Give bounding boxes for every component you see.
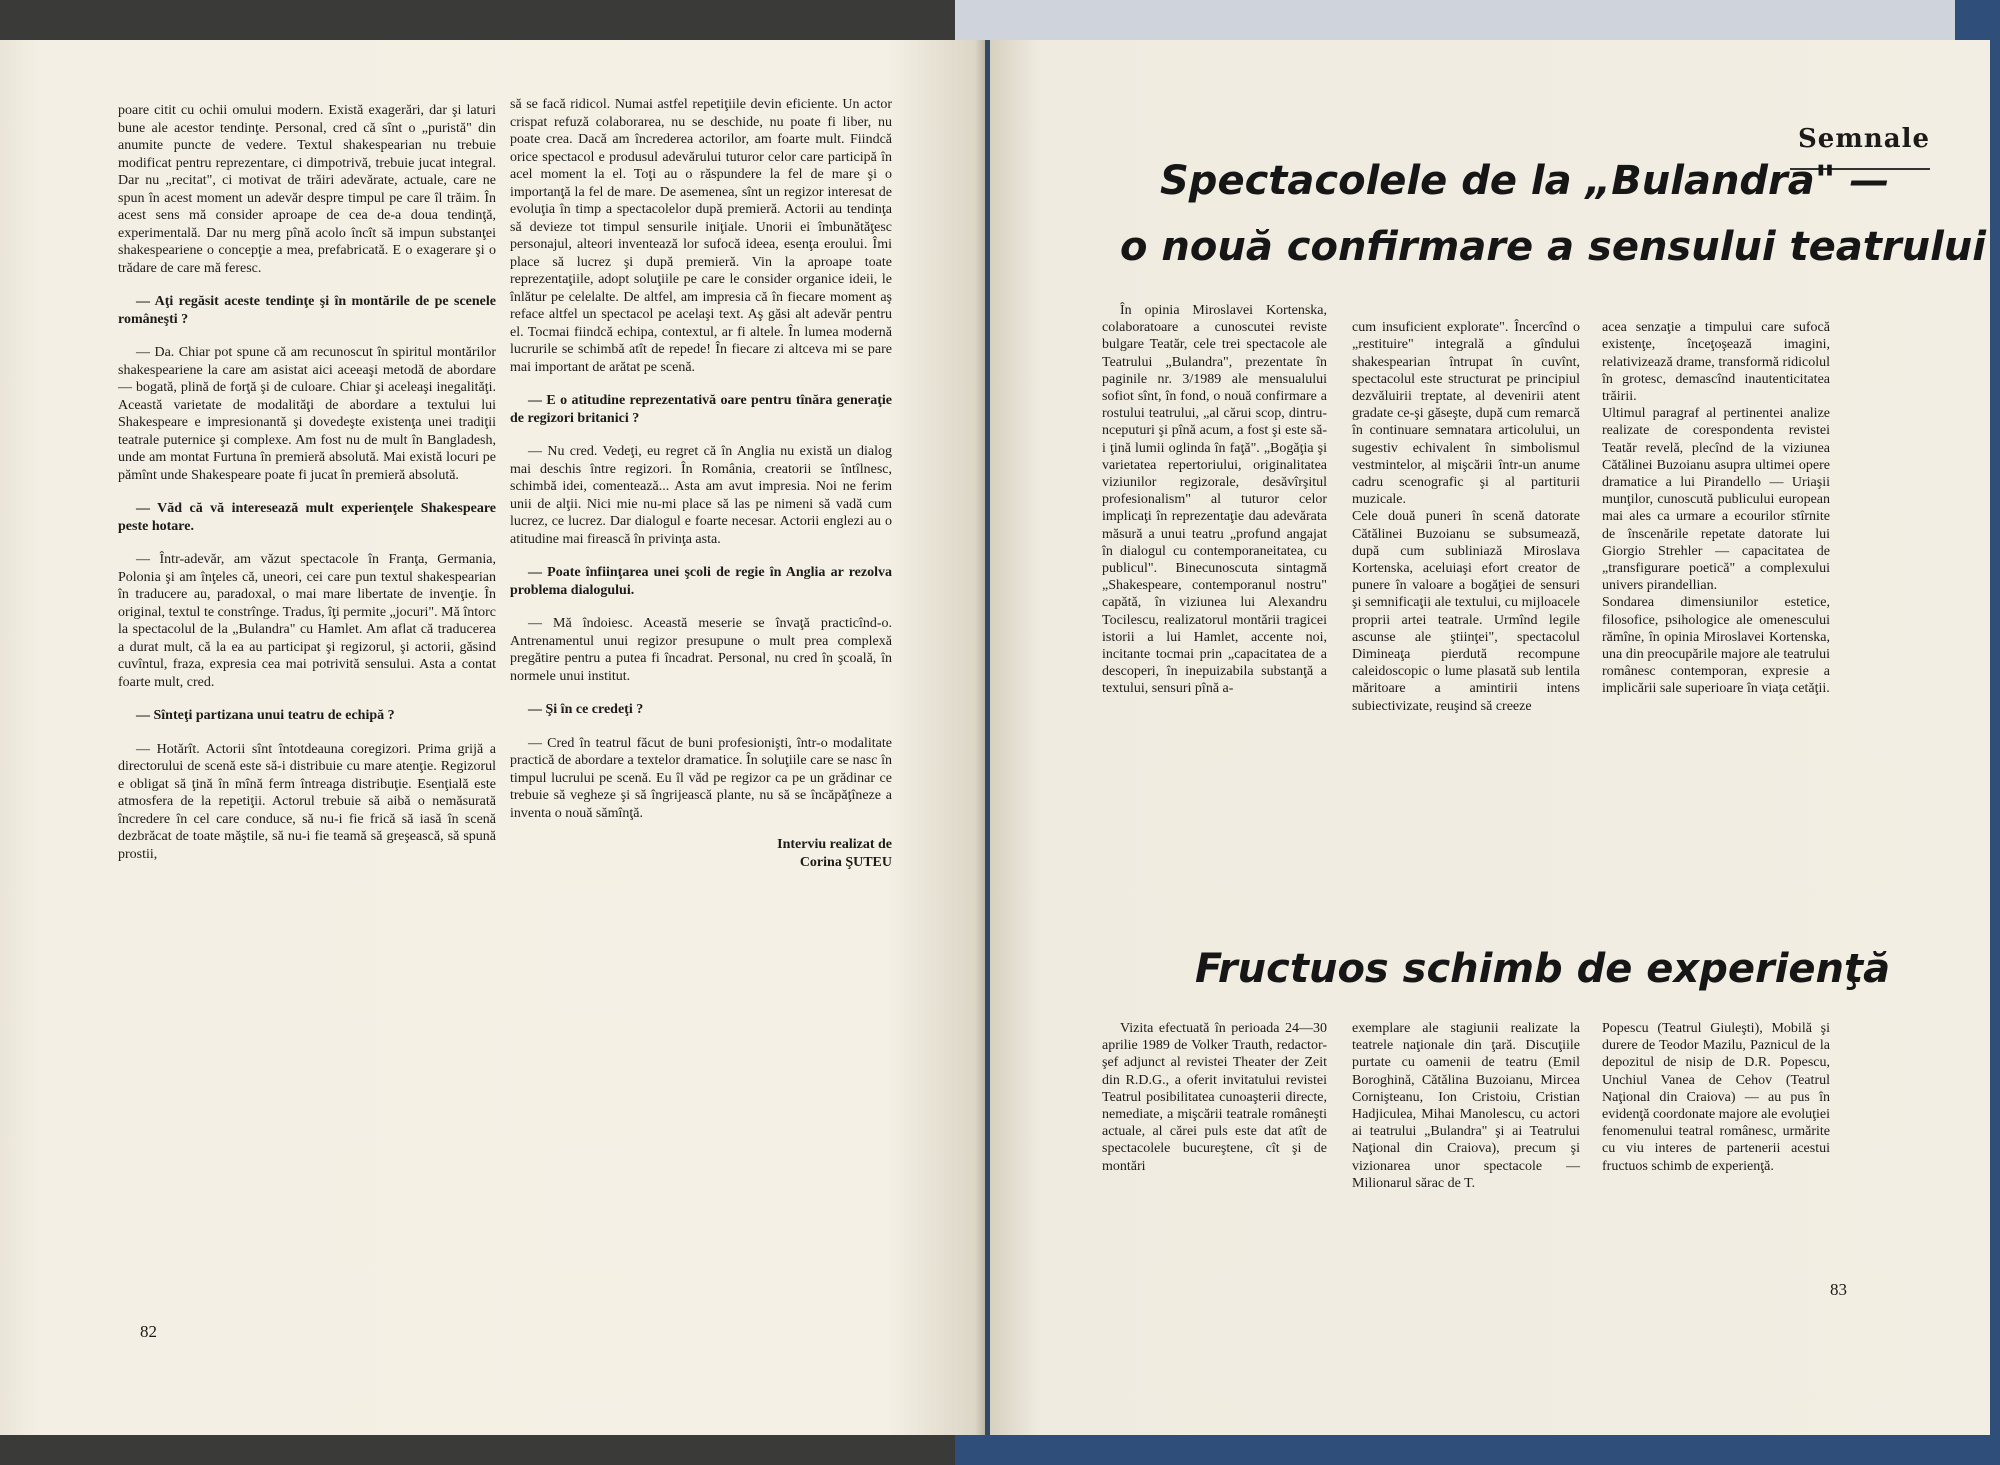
left-page — [0, 40, 985, 1435]
question: — Sînteţi partizana unui teatru de echipă ? — [136, 708, 395, 723]
left-column-1 — [118, 102, 496, 871]
author-name: Corina ŞUTEU — [799, 854, 892, 870]
paragraph: să se facă ridicol. Numai astfel repetiţiile devin eficiente. Un actor crispat refuză colaborarea, nu se deschide, nu poate fi liber, nu poate crea. Dacă am încrederea actorilor, am foarte mult. Fiindcă orice spectacol e produsul adevărului tuturor celor care participă în acel moment la el. Toţi au o răspundere la fel de mare şi o importanţă la fel de mare. De asemenea, sînt un regizor interesat de evoluţia în timp a spectacolelor după premieră. Actorii au tendinţa să devieze tot timpul sensurile iniţiale. Unorii ei îmbunătăţesc personajul, alteori inventează lor sufocă ideea, esenţa eroului. Îmi place să lucrez şi după premieră. Vin la aproape toate reprezentaţiile, adopt soluţiile pe care le consider organice ideii, le înlătur pe celelalte. De altfel, am impresia că în fiecare moment aş reface altfel un spectacol pe acelaşi text. Aş găsi alt adevăr pentru el. Tocmai fiindcă echipa, contextul, ar fi altele. În lumea modernă lucrurile se schimbă atît de repede! În fiecare zi altceva mi se pare mai important de arătat pe scenă. — [510, 97, 892, 375]
article-title-line-2: o nouă confirmare a sensului teatrului — [1120, 224, 1986, 270]
question: — E o atitudine reprezentativă oare pentru tînăra generaţie de regizori britanici ? — [510, 393, 892, 426]
paragraph: — Nu cred. Vedeţi, eu regret că în Anglia nu există un dialog mai deschis între regizori. În România, creatorii se întîlnesc, schimbă idei, comentează... Asta am avut impresia. Noi ne ferim unii de alţii. Nici mie nu-mi place să las pe nimeni să vadă cum lucrez, ce lucrez. Dar dialogul e foarte necesar. Actorii englezi au o atitudine mai firească în privinţa asta. — [510, 444, 892, 547]
article2-column-1 — [1102, 1020, 1327, 1183]
paragraph: În opinia Miroslavei Kortenska, colaboratoare a cunoscutei reviste bulgare Teatăr, cele trei spectacole ale Teatrului „Bulandra", prezentate în paginile nr. 3/1989 ale mensualului sofiot sînt, în fond, o nouă confirmare a rostului teatrului, „al cărui scop, dintru-nceputuri şi pînă acum, a fost şi este să-i ţină lumii oglinda în faţă". „Bogăţia şi varietatea repertoriului, originalitatea viziunilor regizorale, desăvîrşitul profesionalism" al tuturor celor implicaţi în reprezentaţie dau adevărata măsură a unui teatru „profund angajat în dialogul cu contemporaneitatea, cu publicul". Binecunoscuta sintagmă „Shakespeare, contemporanul nostru" capătă, în viziunea lui Alexandru Tocilescu, realizatorul montării tragicei istorii a lui Hamlet, accente noi, incitante tocmai prin „capacitatea de a descoperi, în inepuizabila substanţă a textului, sensuri pînă a- — [1102, 303, 1327, 697]
paragraph: — Mă îndoiesc. Această meserie se învaţă practicînd-o. Antrenamentul unui regizor presupune o mult prea complexă pregătire pentru a putea fi încadrat. Personal, nu cred în şcoală, în normele unui institut. — [510, 616, 892, 684]
paragraph: acea senzaţie a timpului care sufocă existenţe, înceţoşează imagini, relativizează drame, transformă ridicolul în grotesc, demascînd inautenticitatea trăirii. Ultimul paragraf al pertinentei analize realizate de corespondenta revistei Teatăr revelă, plecînd de la viziunea Cătălinei Buzoianu asupra ultimei opere dramatice a lui Pirandello — Uriaşii munţilor, cunoscută publicului european mai ales ca urmare a ecourilor stîrnite de înscenările repetate datorate lui Giorgio Strehler — capacitatea de „transfigurare poetică" a complexului univers pirandellian. Sondarea dimensiunilor estetice, filosofice, psihologice ale omenescului rămîne, în opinia Miroslavei Kortenska, una din preocupările majore ale teatrului românesc contemporan, expresie a implicării sale superioare în viaţa cetăţii. — [1602, 320, 1830, 697]
question: — Poate înfiinţarea unei şcoli de regie în Anglia ar rezolva problema dialogului. — [510, 565, 892, 598]
interview-credit — [510, 836, 892, 871]
page-number: 83 — [1830, 1280, 1847, 1299]
credit-line: Interviu realizat de — [777, 837, 892, 852]
left-column-2 — [510, 96, 892, 871]
article1-column-2 — [1352, 302, 1580, 740]
paragraph: poare citit cu ochii omului modern. Există exagerări, dar şi laturi bune ale acestor tendinţe. Personal, cred că sînt o „puristă" din anumite puncte de vedere. Textul shakespearian nu trebuie modificat pentru reprezentare, ci dimpotrivă, trebuie jucat integral. Dar nu „recitat", ci motivat de trăiri adevărate, actuale, care ne spun în acest moment un adevăr despre timpul pe care îl trăim. În acest sens mă consider aproape de cea de-a doua tendinţă, experimentală. Dar nu merg pînă acolo încît să impun substanţei shakespeariene o concepţie a mea, prefabricată. E o exagerare şi o trădare de care mă feresc. — [118, 103, 496, 276]
paragraph: Popescu (Teatrul Giuleşti), Mobilă şi durere de Teodor Mazilu, Paznicul de la depozitul de nisip de D.R. Popescu, Unchiul Vanea de Cehov (Teatrul Naţional din Craiova) — au pus în evidenţă coordonate majore ale evoluţiei fenomenului teatral românesc, urmărite cu viu interes de partenerii acestui fructuos schimb de experienţă. — [1602, 1021, 1830, 1174]
paragraph: — Într-adevăr, am văzut spectacole în Franţa, Germania, Polonia şi am înţeles că, uneori, cei care pun textul shakespearian în traducere au, paradoxal, o mai mare libertate de invenţie. În original, textul te constrînge. Tradus, îţi permite „jocuri". Mă întorc la spectacolul de la „Bulandra" cu Hamlet. Am aflat că traducerea a durat mult, că la ea au participat şi regizorul, şi actorii, găsind cuvîntul, fraza, expresia cea mai potrivită sensului. Asta a contat foarte mult, cred. — [118, 552, 496, 690]
right-page — [990, 40, 1990, 1435]
paragraph: Vizita efectuată în perioada 24—30 aprilie 1989 de Volker Trauth, redactor-şef adjunct al revistei Theater der Zeit din R.D.G., a oferit invitatului revistei Teatrul posibilitatea cunoaşterii directe, nemediate, a mişcării teatrale româneşti actuale, al cărei puls este dat atît de spectacolele bucureştene, cît şi de montări — [1102, 1021, 1327, 1174]
paragraph: — Da. Chiar pot spune că am recunoscut în spiritul montărilor shakespeariene la care am asistat aici aceeaşi metodă de abordare — bogată, plină de forţă şi de culoare. Chiar şi aceleaşi inegalităţi. Această varietate de modalităţi de abordare a textului lui Shakespeare e impresionantă şi dovedeşte existenţa unei tradiţii teatrale puternice şi complexe. Am fost nu de mult în Bangladesh, unde am montat Furtuna în premieră absolută. Mai există locuri pe pămînt unde Shakespeare poate fi jucat în premieră absolută. — [118, 345, 496, 483]
paragraph: exemplare ale stagiunii realizate la teatrele naţionale din ţară. Discuţiile purtate cu oamenii de teatru (Emil Boroghină, Cătălina Buzoianu, Mircea Cornişteanu, Ion Cristoiu, Cristian Hadjiculea, Mihai Manolescu, cu actori ai teatrului „Bulandra" şi ai Teatrului Naţional din Craiova), precum şi vizionarea unor spectacole — Milionarul sărac de T. — [1352, 1021, 1580, 1191]
paragraph: cum insuficient explorate". Încercînd o „restituire" integrală a gîndului shakespearian întrupat în cuvînt, spectacolul este structurat pe principiul dezvăluirii treptate, al devenirii atent gradate ce-şi găseşte, după cum remarcă în continuare semnatara articolului, un sugestiv echivalent în simbolismul vestmintelor, al mişcării într-un anume cadru scenografic şi al partiturii muzicale. Cele două puneri în scenă datorate Cătălinei Buzoianu se subsumează, după cum subliniază Miroslava Kortenska, aceluiaşi efort creator de punere în valoare a bogăţiei de sensuri şi semnificaţii ale textului, cu mijloacele proprii artei teatrale. Urmînd legile ascunse ale ştiinţei", spectacolul Dimineaţa pierdută recompune caleidoscopic o lume plasată sub lentila măritoare a amintirii intens subiectivizate, reuşind să creeze — [1352, 320, 1580, 714]
article-title-line-1: Spectacolele de la „Bulandra" — — [1160, 158, 1890, 204]
page-number: 82 — [140, 1322, 157, 1341]
article2-column-2 — [1352, 1020, 1580, 1200]
question: — Aţi regăsit aceste tendinţe şi în montările de pe scenele româneşti ? — [118, 294, 496, 327]
article1-column-1 — [1102, 302, 1327, 706]
cover-edge — [955, 0, 1955, 40]
article1-column-3 — [1602, 302, 1830, 723]
question: — Şi în ce credeţi ? — [528, 702, 644, 717]
paragraph: — Cred în teatrul făcut de buni profesionişti, într-o modalitate practică de abordare a textelor dramatice. În soluţiile care se nasc în timpul lucrului pe scenă. Eu îl văd pe regizor ca pe un grădinar ce trebuie să vegheze şi să îngrijească plante, nu să se încăpăţîneze a inventa o nouă sămînţă. — [510, 735, 892, 821]
article2-title: Fructuos schimb de experienţă — [1195, 946, 1891, 992]
question: — Văd că vă interesează mult experienţele Shakespeare peste hotare. — [118, 501, 496, 534]
article2-column-3 — [1602, 1020, 1830, 1183]
section-header: Semnale — [1798, 124, 1930, 154]
paragraph: — Hotărît. Actorii sînt întotdeauna coregizori. Prima grijă a directorului de scenă este să-i distribuie cu mare atenţie. Regizorul e obligat să ţină în mînă ferm întreaga distribuţie. Esenţială este atmosfera de la repetiţii. Actorul trebuie să aibă o nemăsurată încredere în cel care conduce, să nu-i fie frică să iasă în scenă dezbrăcat de toate măştile, să nu-i fie teamă să greşească, să spună prostii, — [118, 741, 496, 862]
